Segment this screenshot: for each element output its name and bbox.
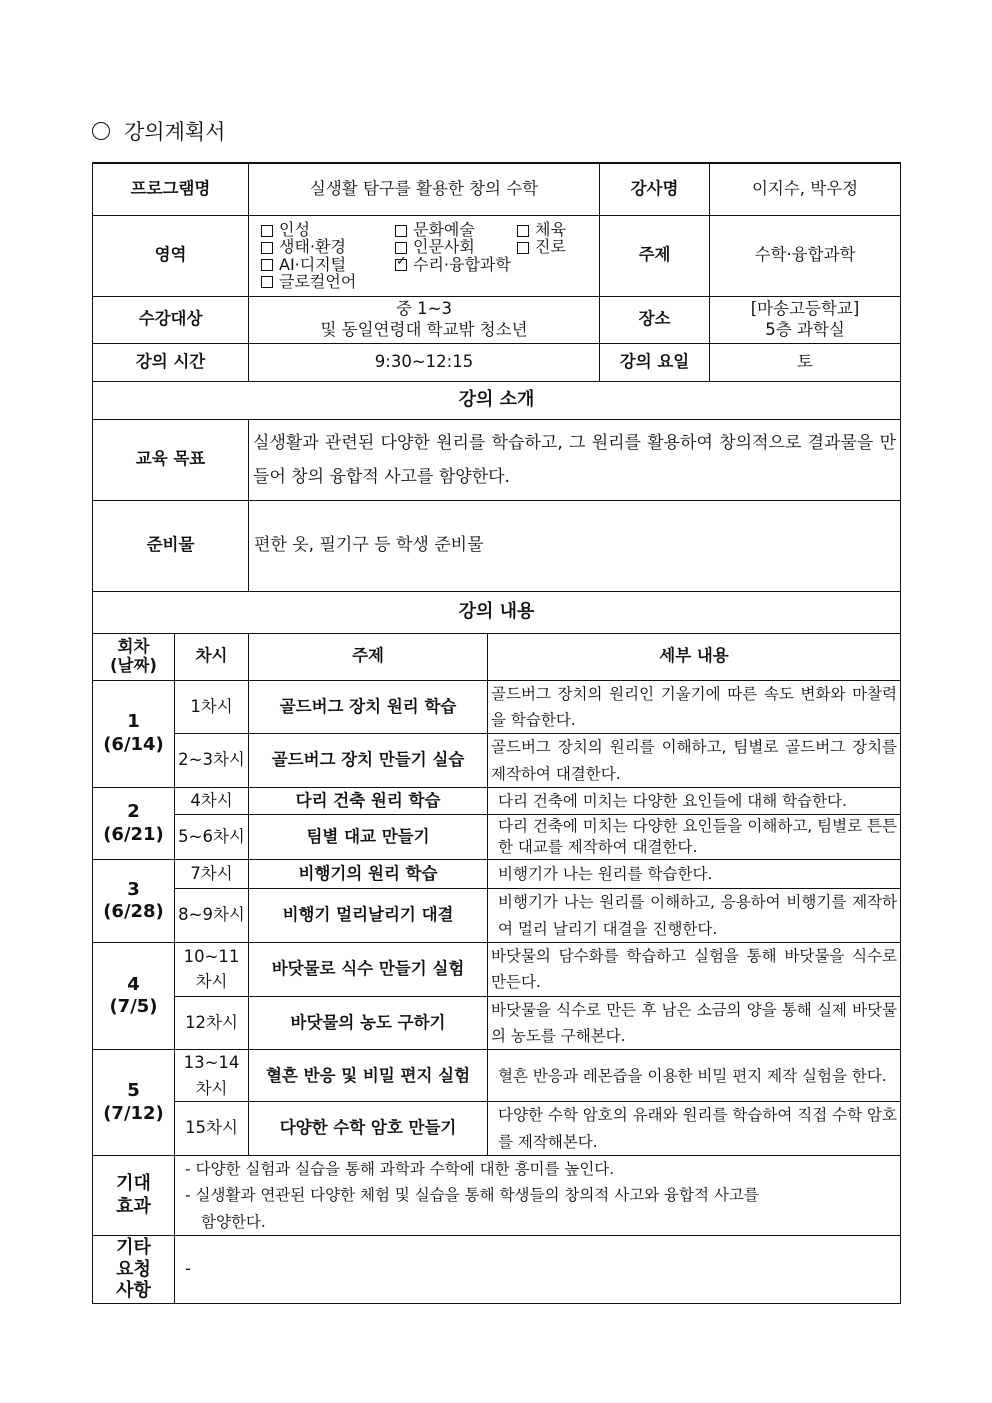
checkbox-icon — [517, 225, 529, 237]
period-cell: 7차시 — [175, 860, 249, 889]
detail-cell: 비행기가 나는 원리를 학습한다. — [488, 860, 901, 889]
instructor-label: 강사명 — [600, 163, 710, 215]
checkbox-icon — [261, 259, 273, 271]
topic-cell: 팀별 대교 만들기 — [249, 815, 488, 860]
session-cell: 5 (7/12) — [93, 1050, 175, 1156]
checkbox-icon — [517, 242, 529, 254]
topic-cell: 골드버그 장치 만들기 실습 — [249, 734, 488, 788]
effects-label: 기대 효과 — [93, 1156, 175, 1236]
etc-label: 기타 요청 사항 — [93, 1236, 175, 1304]
day-value: 토 — [710, 343, 901, 381]
topic-cell: 골드버그 장치 원리 학습 — [249, 680, 488, 734]
content-section-header: 강의 내용 — [93, 591, 901, 633]
area-checkbox[interactable]: 진로 — [517, 238, 566, 255]
target-label: 수강대상 — [93, 296, 249, 343]
area-checkbox[interactable]: 문화예술 — [395, 221, 517, 238]
effects-value: - 다양한 실험과 실습을 통해 과학과 수학에 대한 흥미를 높인다. - 실생활과 연관된 다양한 체험 및 실습을 통해 학생들의 창의적 사고와 융합적 사고를 함양한다. — [175, 1156, 901, 1236]
period-cell: 5~6차시 — [175, 815, 249, 860]
intro-section-header: 강의 소개 — [93, 381, 901, 419]
heading-text: 강의계획서 — [124, 120, 226, 144]
place-value: [마송고등학교] 5층 과학실 — [710, 296, 901, 343]
area-checkbox[interactable]: 체육 — [517, 221, 566, 238]
target-value: 중 1~3 및 동일연령대 학교밖 청소년 — [249, 296, 600, 343]
checkbox-icon — [395, 225, 407, 237]
col-detail-header: 세부 내용 — [488, 633, 901, 680]
area-checkbox[interactable]: 인성 — [261, 221, 395, 238]
period-cell: 8~9차시 — [175, 889, 249, 943]
period-cell: 10~11 차시 — [175, 942, 249, 996]
period-cell: 13~14 차시 — [175, 1050, 249, 1102]
topic-cell: 바닷물로 식수 만들기 실험 — [249, 942, 488, 996]
detail-cell: 골드버그 장치의 원리를 이해하고, 팀별로 골드버그 장치를 제작하여 대결한다. — [488, 734, 901, 788]
period-cell: 12차시 — [175, 996, 249, 1050]
detail-cell: 다양한 수학 암호의 유래와 원리를 학습하여 직접 수학 암호를 제작해본다. — [488, 1102, 901, 1156]
period-cell: 15차시 — [175, 1102, 249, 1156]
goal-label: 교육 목표 — [93, 419, 249, 500]
program-name-label: 프로그램명 — [93, 163, 249, 215]
session-cell: 4 (7/5) — [93, 942, 175, 1049]
document-heading — [92, 116, 225, 146]
detail-cell: 골드버그 장치의 원리인 기울기에 따른 속도 변화와 마찰력을 학습한다. — [488, 680, 901, 734]
subject-value: 수학·융합과학 — [710, 215, 901, 296]
checkbox-icon — [261, 276, 273, 288]
col-period-header: 차시 — [175, 633, 249, 680]
goal-value: 실생활과 관련된 다양한 원리를 학습하고, 그 원리를 활용하여 창의적으로 결과물을 만들어 창의 융합적 사고를 함양한다. — [249, 419, 901, 500]
session-cell: 2 (6/21) — [93, 787, 175, 859]
instructor-value: 이지수, 박우정 — [710, 163, 901, 215]
detail-cell: 혈흔 반응과 레몬즙을 이용한 비밀 편지 제작 실험을 한다. — [488, 1050, 901, 1102]
topic-cell: 다리 건축 원리 학습 — [249, 787, 488, 814]
topic-cell: 바닷물의 농도 구하기 — [249, 996, 488, 1050]
subject-label: 주제 — [600, 215, 710, 296]
materials-value: 편한 옷, 필기구 등 학생 준비물 — [249, 500, 901, 591]
area-checkbox[interactable]: 글로컬언어 — [261, 273, 356, 290]
topic-cell: 다양한 수학 암호 만들기 — [249, 1102, 488, 1156]
period-cell: 2~3차시 — [175, 734, 249, 788]
col-session-header: 회차 (날짜) — [93, 633, 175, 680]
topic-cell: 비행기 멀리날리기 대결 — [249, 889, 488, 943]
area-checkbox-checked[interactable]: ✓ 수리·융합과학 — [395, 256, 511, 273]
area-checkbox[interactable]: 생태·환경 — [261, 238, 395, 255]
area-checkbox[interactable]: 인문사회 — [395, 238, 517, 255]
period-cell: 1차시 — [175, 680, 249, 734]
area-checkbox[interactable]: AI·디지털 — [261, 256, 395, 273]
detail-cell: 다리 건축에 미치는 다양한 요인들에 대해 학습한다. — [488, 787, 901, 814]
topic-cell: 비행기의 원리 학습 — [249, 860, 488, 889]
detail-cell: 바닷물을 식수로 만든 후 남은 소금의 양을 통해 실제 바닷물의 농도를 구해본다. — [488, 996, 901, 1050]
etc-value: - — [175, 1236, 901, 1304]
col-topic-header: 주제 — [249, 633, 488, 680]
detail-cell: 다리 건축에 미치는 다양한 요인들을 이해하고, 팀별로 튼튼한 대교를 제작하여 대결한다. — [488, 815, 901, 860]
session-cell: 1 (6/14) — [93, 680, 175, 787]
area-label: 영역 — [93, 215, 249, 296]
program-name-value: 실생활 탐구를 활용한 창의 수학 — [249, 163, 600, 215]
place-label: 장소 — [600, 296, 710, 343]
checkbox-icon — [261, 225, 273, 237]
detail-cell: 비행기가 나는 원리를 이해하고, 응용하여 비행기를 제작하여 멀리 날리기 대결을 진행한다. — [488, 889, 901, 943]
area-checkbox-group — [249, 215, 600, 296]
time-value: 9:30~12:15 — [249, 343, 600, 381]
lecture-plan-table — [92, 162, 901, 1304]
detail-cell: 바닷물의 담수화를 학습하고 실험을 통해 바닷물을 식수로 만든다. — [488, 942, 901, 996]
circle-icon — [92, 122, 110, 140]
checkbox-checked-icon — [395, 259, 407, 271]
checkbox-icon — [395, 242, 407, 254]
topic-cell: 혈흔 반응 및 비밀 편지 실험 — [249, 1050, 488, 1102]
checkbox-icon — [261, 242, 273, 254]
session-cell: 3 (6/28) — [93, 860, 175, 943]
day-label: 강의 요일 — [600, 343, 710, 381]
time-label: 강의 시간 — [93, 343, 249, 381]
materials-label: 준비물 — [93, 500, 249, 591]
period-cell: 4차시 — [175, 787, 249, 814]
